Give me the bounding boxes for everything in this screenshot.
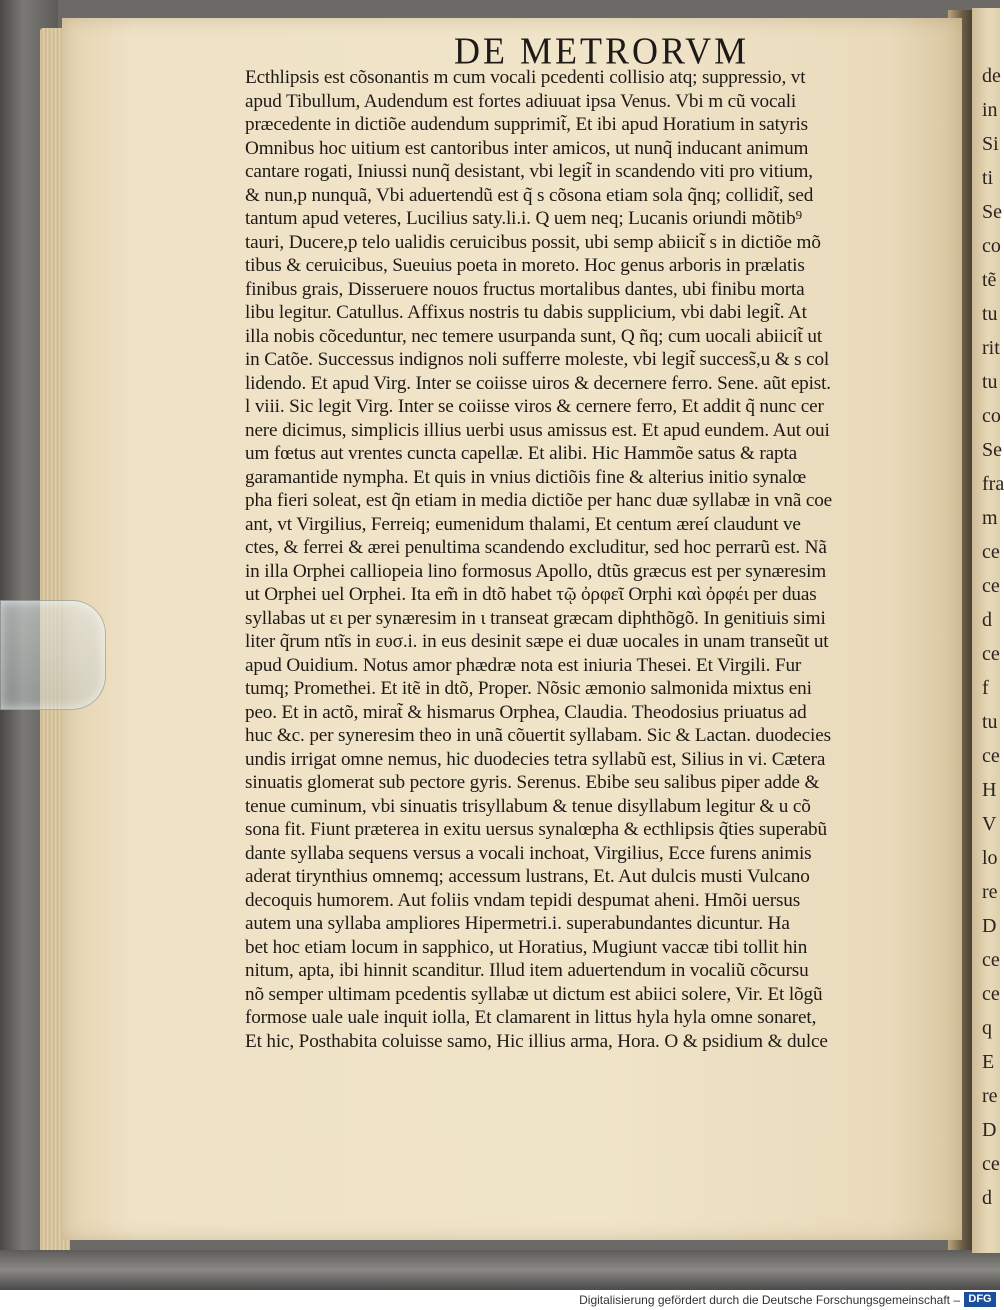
text-line: in illa Orphei calliopeia lino formosus Apollo, dtũs græcus est per synæresim	[245, 560, 827, 582]
facing-page-text-fragment: co	[982, 235, 1001, 257]
text-line: tauri, Ducere,p telo ualidis ceruicibus possit, ubi semp abiicit̃ s in dictiõe mõ	[245, 231, 821, 253]
text-line: decoquis humorem. Aut foliis vndam tepidi despumat aheni. Hmõi uersus	[245, 889, 801, 911]
facing-page-text-fragment: D	[982, 1119, 997, 1141]
facing-page-text-fragment: D	[982, 915, 997, 937]
facing-page-text-fragment: Se	[982, 201, 1002, 223]
facing-page-text-fragment: tu	[982, 371, 998, 393]
text-line: & nun,p nunquã, Vbi aduertendũ est q̃ s cõsona etiam sola q̃nq; collidit̃, sed	[245, 184, 814, 206]
facing-page-text-fragment: ce	[982, 541, 1000, 563]
text-line: dante syllaba sequens versus a vocali inchoat, Virgilius, Ecce furens animis	[245, 842, 812, 864]
running-head: DE METRORVM	[454, 30, 750, 72]
text-line: ctes, & ferrei & ærei penultima scandendo excluditur, sed hoc perrarũ est. Nã	[245, 537, 827, 558]
text-line: syllabas ut ει per synæresim in ι transeat græcam diphthõgõ. In genitiuis simi	[245, 607, 826, 629]
facing-page-text-fragment: q	[982, 1017, 992, 1039]
facing-page-text-fragment: tẽ	[982, 269, 997, 291]
text-line: l viii. Sic legit Virg. Inter se coiisse viros & cernere ferro, Et addit q̃ nunc cer	[245, 396, 824, 417]
text-line: ant, vt Virgilius, Ferreiq; eumenidum thalami, Et centum æreí claudunt ve	[245, 513, 801, 535]
plastic-page-clip	[0, 600, 106, 710]
text-line: tenue cuminum, vbi sinuatis trisyllabum & tenue disyllabum legitur & u cõ	[245, 795, 811, 817]
text-line: pha fieri soleat, est q̃n etiam in media dictiõe per hanc duæ syllabæ in vnã coe	[245, 490, 833, 511]
facing-page-text-fragment: ce	[982, 983, 1000, 1005]
facing-page-text-fragment: ce	[982, 745, 1000, 767]
facing-page-text-fragment: ce	[982, 643, 1000, 665]
text-line: undis irrigat omne nemus, hic duodecies tetra syllabũ est, Silius in vi. Cætera	[245, 748, 826, 770]
facing-page-text-fragment: ce	[982, 575, 1000, 597]
text-line: liter q̃rum ntĩs in ευσ.i. in eus desinit sæpe ei duæ uocales in unam transeũt ut	[245, 631, 829, 652]
text-line: bet hoc etiam locum in sapphico, ut Horatius, Mugiunt vaccæ tibi tollit hin	[245, 936, 808, 958]
text-line: illa nobis cõceduntur, nec temere usurpanda sunt, Q ñq; cum uocali abiicit̃ ut	[245, 325, 822, 347]
text-line: ut Orphei uel Orphei. Ita em̃ in dtõ habet τῷ ὀρφεῖ Orphi καὶ ὀρφέι per duas	[245, 584, 817, 605]
text-line: aderat tirynthius omnemq; accessum lustrans, Et. Aut dulcis musti Vulcano	[245, 866, 810, 887]
text-line: sona fit. Fiunt præterea in exitu uersus synalœpha & ecthlipsis q̃ties superabũ	[245, 819, 827, 840]
facing-page-text-fragment: d	[982, 1187, 992, 1209]
facing-page-text-fragment: d	[982, 609, 992, 631]
facing-page-text-fragment: de	[982, 65, 1001, 87]
facing-page-text-fragment: f	[982, 677, 989, 699]
text-line: tantum apud veteres, Lucilius saty.li.i. Q uem neq; Lucanis oriundi mõtib⁹	[245, 208, 803, 229]
text-line: Et hic, Posthabita coluisse samo, Hic illius arma, Hora. O & psidium & dulce	[245, 1030, 828, 1052]
funding-credit: Digitalisierung gefördert durch die Deutsche Forschungsgemeinschaft –	[579, 1293, 960, 1307]
facing-page-text-fragment: ti	[982, 167, 994, 189]
facing-page-text-fragment: Se	[982, 439, 1002, 461]
text-line: præcedente in dictiõe audendum supprimit̃, Et ibi apud Horatium in satyris	[245, 114, 808, 135]
text-line: finibus grais, Disseruere nouos fructus mortalibus dantes, ubi finibu morta	[245, 278, 805, 300]
text-line: nõ semper ultimam pcedentis syllabæ ut dictum est abiici solere, Vir. Et lõgũ	[245, 983, 823, 1005]
text-line: apud Tibullum, Audendum est fortes adiuuat ipsa Venus. Vbi m cũ vocali	[245, 90, 797, 112]
text-line: in Catõe. Successus indignos noli sufferre moleste, vbi legit̃ success̃,u & s col	[245, 349, 830, 370]
text-line: autem una syllaba ampliores Hipermetri.i. superabundantes dicuntur. Ha	[245, 913, 790, 934]
facing-page-text-fragment: m	[982, 507, 998, 529]
text-line: cantare rogati, Iniussi nunq̃ desistant, vbi legit̃ in scandendo viti pro vitium,	[245, 161, 813, 182]
text-line: lidendo. Et apud Virg. Inter se coiisse uiros & decernere ferro. Sene. aũt epist.	[245, 372, 831, 394]
text-line: um fœtus aut vrentes cuncta capellæ. Et alibi. Hic Hammõe satus & rapta	[245, 443, 798, 464]
facing-page-text-fragment: tu	[982, 303, 998, 325]
facing-page-text-fragment: H	[982, 779, 997, 801]
text-line: apud Ouidium. Notus amor phædræ nota est iniuria Thesei. Et Virgili. Fur	[245, 654, 802, 676]
text-line: nere dicimus, simplicis illius uerbi usus amissus est. Et apud eundem. Aut oui	[245, 419, 830, 441]
facing-page-text-fragment: tu	[982, 711, 998, 733]
text-line: garamantide nympha. Et quis in vnius dictiõis fine & alterius initio synalœ	[245, 466, 807, 488]
dfg-logo: DFG	[964, 1292, 996, 1307]
text-line: huc &c. per syneresim theo in unã cõuertit syllabam. Sic & Lactan. duodecies	[245, 725, 831, 746]
facing-page-text-fragment: E	[982, 1051, 995, 1073]
text-line: Ecthlipsis est cõsonantis m cum vocali pcedenti collisio atq; suppressio, vt	[245, 67, 806, 88]
facing-page-text-fragment: re	[982, 1085, 998, 1107]
text-line: libu legitur. Catullus. Affixus nostris tu dabis supplicium, vbi dabi legit̃. At	[245, 302, 807, 323]
facing-page-text-fragment: Si	[982, 133, 999, 155]
facing-page-fragment	[972, 8, 1004, 1253]
facing-page-text-fragment: V	[982, 813, 997, 835]
facing-page-text-fragment: re	[982, 881, 998, 903]
facing-page-text-fragment: co	[982, 405, 1001, 427]
text-line: nitum, apta, ibi hinnit scanditur. Illud item aduertendum in vocaliũ cõcursu	[245, 960, 809, 981]
scan-footer	[0, 1290, 1000, 1310]
facing-page-text-fragment: in	[982, 99, 998, 121]
facing-page-text-fragment: ce	[982, 949, 1000, 971]
text-line: sinuatis glomerat sub pectore gyris. Serenus. Ebibe seu salibus piper adde &	[245, 772, 820, 793]
text-line: Omnibus hoc uitium est cantoribus inter amicos, ut nunq̃ inducant animum	[245, 137, 809, 159]
page-body-text	[245, 66, 945, 1053]
text-line: tibus & ceruicibus, Sueuius poeta in moreto. Hoc genus arboris in prælatis	[245, 255, 805, 276]
facing-page-text-fragment: fra	[982, 473, 1004, 495]
text-line: peo. Et in actõ, mirat̃ & hismarus Orphea, Claudia. Theodosius priuatus ad	[245, 701, 807, 723]
text-line: formose uale uale inquit iolla, Et clamarent in littus hyla hyla omne sonaret,	[245, 1007, 817, 1028]
text-line: tumq; Promethei. Et itẽ in dtõ, Proper. Nõsic æmonio salmonida mixtus eni	[245, 678, 812, 699]
facing-page-text-fragment: rit	[982, 337, 1000, 359]
cover-bottom-edge	[0, 1250, 1000, 1290]
facing-page-text-fragment: ce	[982, 1153, 1000, 1175]
facing-page-text-fragment: lo	[982, 847, 998, 869]
